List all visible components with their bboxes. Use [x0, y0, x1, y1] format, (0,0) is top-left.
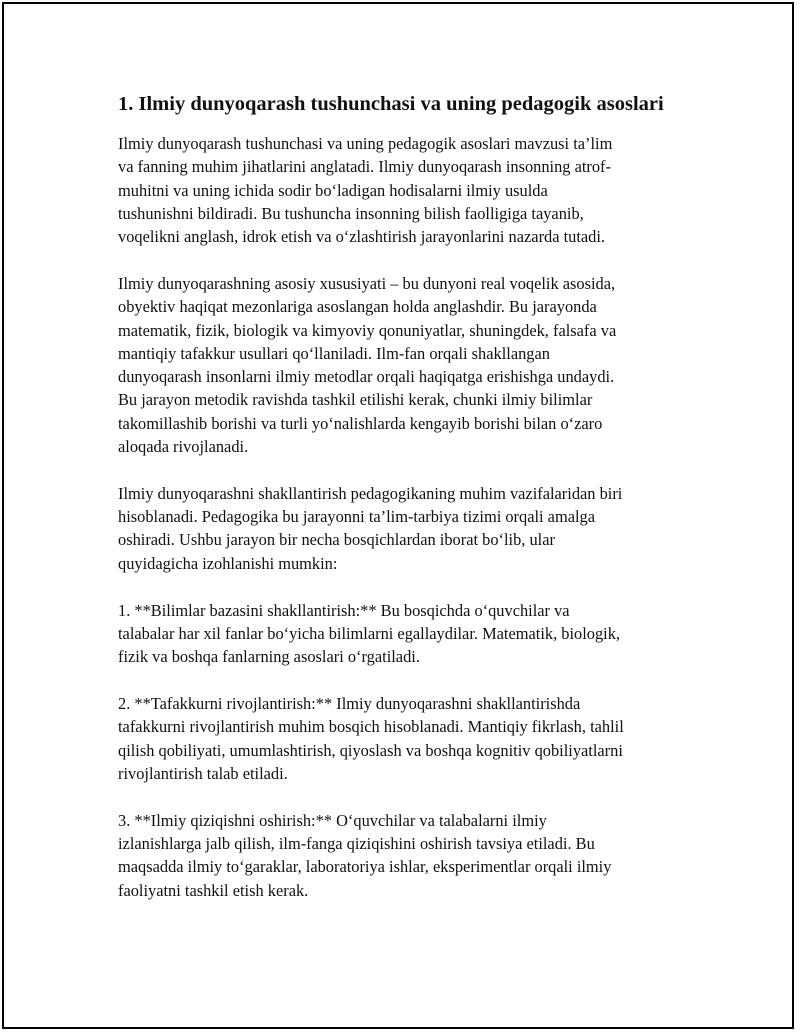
document-body: [118, 90, 688, 925]
text-line: rivojlantirish talab etiladi.: [118, 763, 288, 783]
text-line: hisoblanadi. Pedagogika bu jarayonni ta’lim-tarbiya tizimi orqali amalga: [118, 507, 596, 527]
section-heading: 1. Ilmiy dunyoqarash tushunchasi va uning pedagogik asoslari: [118, 93, 664, 115]
paragraph-pedagogy: [118, 482, 688, 575]
text-line: dunyoqarash insonlarni ilmiy metodlar orqali haqiqatga erishishga undaydi.: [118, 367, 615, 387]
text-line: oshiradi. Ushbu jarayon bir necha bosqichlardan iborat bo‘lib, ular: [118, 530, 555, 550]
text-line: obyektiv haqiqat mezonlariga asoslangan holda anglashdir. Bu jarayonda: [118, 297, 597, 317]
text-line: matematik, fizik, biologik va kimyoviy qonuniyatlar, shuningdek, falsafa va: [118, 320, 617, 340]
text-line: izlanishlarga jalb qilish, ilm-fanga qiziqishini oshirish tavsiya etiladi. Bu: [118, 833, 595, 853]
text-line: aloqada rivojlanadi.: [118, 437, 249, 457]
text-line: talabalar har xil fanlar bo‘yicha bilimlarni egallaydilar. Matematik, biologik,: [118, 623, 621, 643]
text-line: mantiqiy tafakkur usullari qo‘llaniladi. Ilm-fan orqali shakllangan: [118, 343, 550, 363]
text-line: fizik va boshqa fanlarning asoslari o‘rgatiladi.: [118, 647, 420, 667]
paragraph-intro: [118, 132, 688, 248]
text-line: qilish qobiliyati, umumlashtirish, qiyoslash va boshqa kognitiv qobiliyatlarni: [118, 740, 623, 760]
text-line: 3. **Ilmiy qiziqishni oshirish:** O‘quvchilar va talabalarni ilmiy: [118, 810, 547, 830]
text-line: tushunishni bildiradi. Bu tushuncha insonning bilish faolligiga tayanib,: [118, 203, 584, 223]
text-line: 1. **Bilimlar bazasini shakllantirish:** Bu bosqichda o‘quvchilar va: [118, 600, 570, 620]
text-line: voqelikni anglash, idrok etish va o‘zlashtirish jarayonlarini nazarda tutadi.: [118, 227, 606, 247]
paragraph-features: [118, 272, 688, 458]
text-line: takomillashib borishi va turli yo‘nalishlarda kengayib borishi bilan o‘zaro: [118, 413, 603, 433]
text-line: Ilmiy dunyoqarashni shakllantirish pedagogikaning muhim vazifalaridan biri: [118, 483, 623, 503]
text-line: Bu jarayon metodik ravishda tashkil etilishi kerak, chunki ilmiy bilimlar: [118, 390, 593, 410]
text-line: Ilmiy dunyoqarash tushunchasi va uning pedagogik asoslari mavzusi ta’lim: [118, 134, 613, 153]
text-line: muhitni va uning ichida sodir bo‘ladigan hodisalarni ilmiy usulda: [118, 180, 548, 200]
text-line: maqsadda ilmiy to‘garaklar, laboratoriya ishlar, eksperimentlar orqali ilmiy: [118, 857, 612, 877]
text-line: quyidagicha izohlanishi mumkin:: [118, 553, 338, 573]
list-item-2: [118, 692, 688, 785]
text-line: Ilmiy dunyoqarashning asosiy xususiyati – bu dunyoni real voqelik asosida,: [118, 273, 616, 293]
text-line: va fanning muhim jihatlarini anglatadi. Ilmiy dunyoqarash insonning atrof-: [118, 157, 611, 177]
list-item-3: [118, 809, 688, 902]
text-line: tafakkurni rivojlantirish muhim bosqich hisoblanadi. Mantiqiy fikrlash, tahlil: [118, 717, 624, 737]
text-line: faoliyatni tashkil etish kerak.: [118, 880, 309, 900]
list-item-1: [118, 599, 688, 669]
text-line: 2. **Tafakkurni rivojlantirish:** Ilmiy dunyoqarashni shakllantirishda: [118, 693, 581, 713]
